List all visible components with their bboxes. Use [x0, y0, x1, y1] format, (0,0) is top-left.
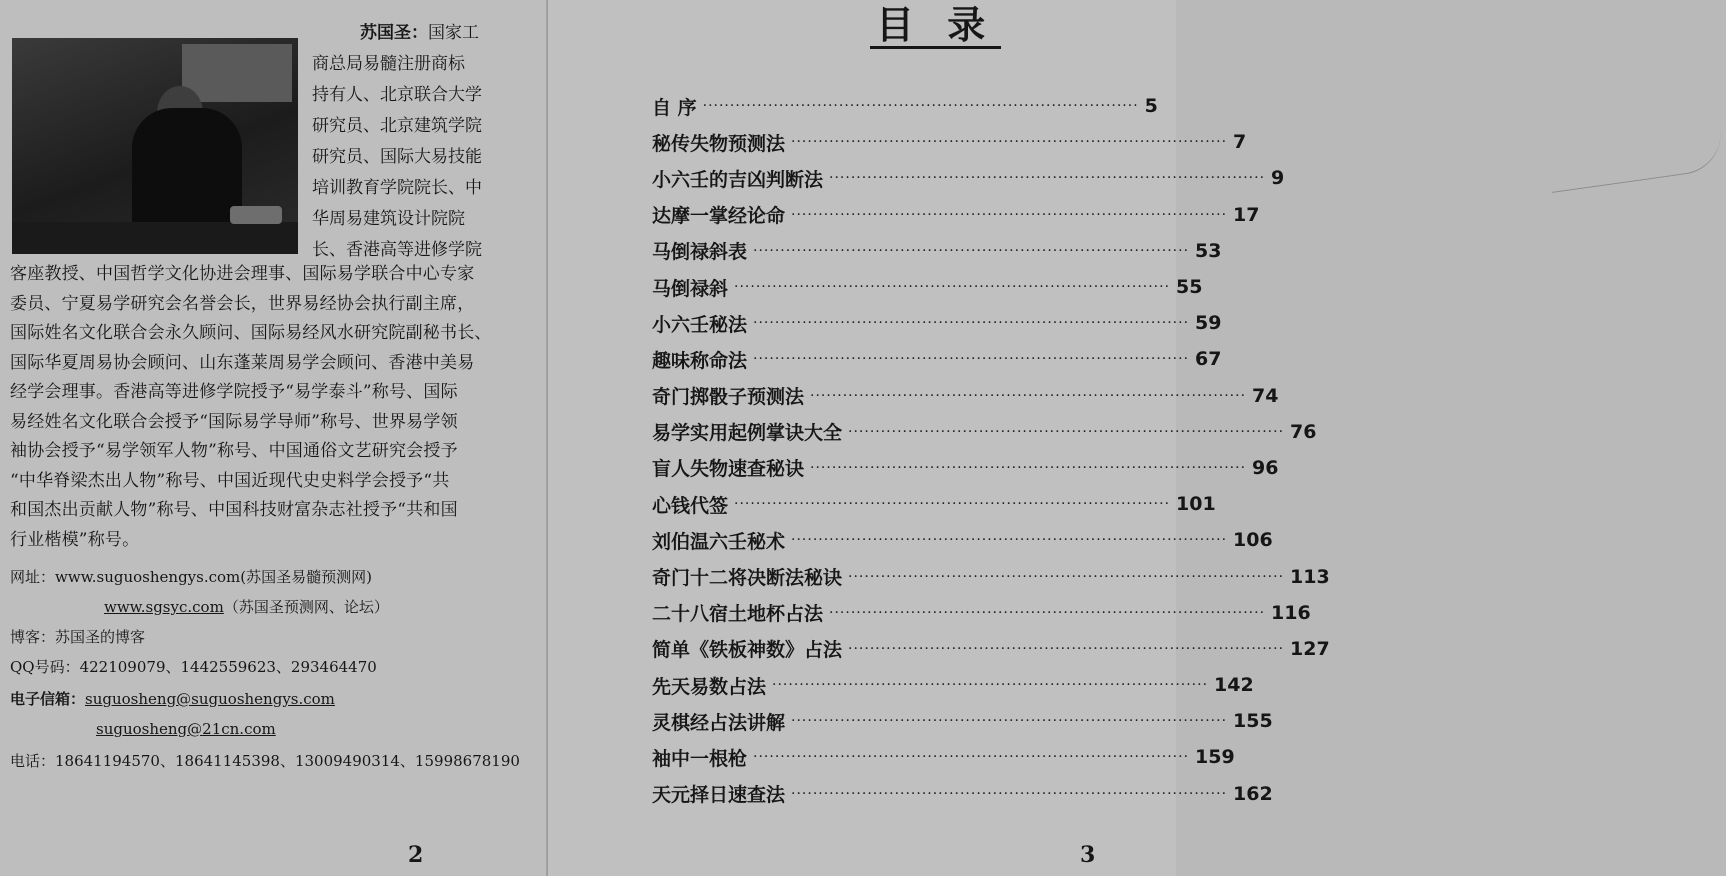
- toc-entry-title: 自 序: [652, 96, 697, 119]
- toc-leader-dots: ················································································: [753, 315, 1190, 332]
- website-line-1: [10, 566, 372, 588]
- toc-entry-title: 秘传失物预测法: [652, 132, 786, 155]
- email-link-2[interactable]: suguosheng@21cn.com: [96, 720, 276, 738]
- toc-entry[interactable]: [652, 739, 1235, 775]
- toc-entry-title: 小六壬的吉凶判断法: [652, 168, 824, 191]
- toc-leader-dots: ················································································: [848, 568, 1285, 585]
- toc-entry-page: 162: [1233, 782, 1273, 805]
- toc-entry[interactable]: [652, 305, 1222, 341]
- toc-leader-dots: ················································································: [810, 387, 1247, 404]
- toc-entry[interactable]: [652, 558, 1330, 594]
- bio-full-line: 委员、宁夏易学研究会名誉会长，世界易经协会执行副主席，: [10, 293, 475, 314]
- bio-full-line: 经学会理事。香港高等进修学院授予“易学泰斗”称号、国际: [10, 382, 458, 402]
- toc-entry-title: 小六壬秘法: [652, 313, 748, 336]
- toc-entry-title: 盲人失物速查秘诀: [652, 458, 805, 481]
- website-line-2: [104, 596, 389, 618]
- toc-entry-title: 达摩一掌经论命: [652, 205, 786, 228]
- toc-entry[interactable]: [652, 595, 1311, 631]
- toc-entry-page: 67: [1195, 348, 1222, 371]
- toc-entry-page: 17: [1233, 203, 1260, 226]
- toc-entry-page: 127: [1290, 637, 1330, 660]
- toc-entry[interactable]: [652, 631, 1330, 667]
- qq-line: QQ号码：422109079、1442559623、293464470: [10, 658, 377, 676]
- bio-full-line: 客座教授、中国哲学文化协进会理事、国际易学联合中心专家: [10, 264, 475, 284]
- toc-entry[interactable]: [652, 378, 1279, 414]
- bio-line: 培训教育学院院长、中: [312, 178, 482, 198]
- toc-entry[interactable]: [652, 341, 1222, 377]
- toc-entry-title: 天元择日速查法: [652, 784, 786, 807]
- toc-entry[interactable]: [652, 450, 1279, 486]
- toc-leader-dots: ················································································: [791, 532, 1228, 549]
- bio-full-line: 和国杰出贡献人物”称号、中国科技财富杂志社授予“共和国: [10, 500, 458, 520]
- toc-entry[interactable]: [652, 703, 1273, 739]
- toc-entry[interactable]: [652, 667, 1254, 703]
- toc-entry-page: 53: [1195, 239, 1222, 262]
- email-link-1[interactable]: suguosheng@suguoshengys.com: [85, 690, 335, 708]
- toc-entry-title: 先天易数占法: [652, 675, 767, 698]
- website-note-2: （苏国圣预测网、论坛）: [223, 598, 389, 616]
- bio-wrap-text: [312, 18, 508, 266]
- toc-entry-title: 奇门掷骰子预测法: [652, 386, 805, 409]
- toc-leader-dots: ················································································: [791, 134, 1228, 151]
- toc-leader-dots: ················································································: [772, 677, 1209, 694]
- bio-line: 研究员、国际大易技能: [312, 147, 482, 167]
- toc-leader-dots: ················································································: [753, 351, 1190, 368]
- toc-leader-dots: ················································································: [848, 423, 1285, 440]
- toc-entry[interactable]: [652, 233, 1222, 269]
- toc-entry-page: 113: [1290, 565, 1330, 588]
- toc-entry[interactable]: [652, 160, 1285, 196]
- blog-line: 博客：苏国圣的博客: [10, 628, 146, 646]
- toc-leader-dots: ················································································: [734, 279, 1171, 296]
- toc-leader-dots: ················································································: [791, 785, 1228, 802]
- toc-leader-dots: ················································································: [791, 206, 1228, 223]
- bio-line: 商总局易髓注册商标: [312, 54, 465, 74]
- toc-entry-page: 116: [1271, 601, 1311, 624]
- toc-entry-title: 刘伯温六壬秘术: [652, 530, 786, 553]
- bio-full-line: 国际华夏周易协会顾问、山东蓬莱周易学会顾问、香港中美易: [10, 352, 475, 373]
- bio-full-line: 国际姓名文化联合会永久顾问、国际易经风水研究院副秘书长、: [10, 323, 492, 343]
- bio-full-text: [10, 260, 506, 555]
- author-photo: [12, 38, 298, 254]
- toc-entry-title: 灵棋经占法讲解: [652, 711, 786, 734]
- toc-entry-title: 易学实用起例掌诀大全: [652, 422, 843, 445]
- toc-entry[interactable]: [652, 124, 1247, 160]
- toc-entry-page: 59: [1195, 312, 1222, 335]
- table-of-contents: [652, 88, 1330, 812]
- toc-leader-dots: ················································································: [829, 604, 1266, 621]
- bio-line: 研究员、北京建筑学院: [312, 116, 482, 136]
- bio-line: 长、香港高等进修学院: [312, 240, 482, 260]
- toc-entry[interactable]: [652, 414, 1317, 450]
- toc-leader-dots: ················································································: [734, 496, 1171, 513]
- bio-line: 华周易建筑设计院院: [312, 209, 465, 229]
- toc-entry-title: 二十八宿土地杯占法: [652, 603, 824, 626]
- toc-leader-dots: ················································································: [791, 713, 1228, 730]
- toc-entry-page: 106: [1233, 529, 1273, 552]
- toc-title: 目 录: [870, 4, 1001, 49]
- toc-entry[interactable]: [652, 522, 1273, 558]
- toc-entry-page: 101: [1176, 493, 1216, 516]
- toc-leader-dots: ················································································: [848, 640, 1285, 657]
- bio-line: 国家工: [428, 23, 479, 43]
- toc-entry-page: 96: [1252, 456, 1279, 479]
- bio-line: 持有人、北京联合大学: [312, 85, 482, 105]
- toc-leader-dots: ················································································: [753, 242, 1190, 259]
- website-link-1[interactable]: www.suguoshengys.com(苏国圣易髓预测网): [55, 568, 372, 586]
- toc-entry-title: 马倒禄斜表: [652, 241, 748, 264]
- toc-entry-page: 142: [1214, 674, 1254, 697]
- toc-leader-dots: ················································································: [829, 170, 1266, 187]
- toc-entry-page: 74: [1252, 384, 1279, 407]
- toc-entry-title: 袖中一根枪: [652, 747, 748, 770]
- toc-entry-title: 简单《铁板神数》占法: [652, 639, 843, 662]
- toc-leader-dots: ················································································: [753, 749, 1190, 766]
- page-number-right: 3: [1080, 842, 1096, 868]
- toc-leader-dots: ················································································: [702, 98, 1139, 115]
- email-label: 电子信箱：: [10, 690, 86, 708]
- toc-entry[interactable]: [652, 269, 1203, 305]
- bio-name: 苏国圣：: [360, 23, 428, 43]
- toc-entry[interactable]: [652, 486, 1216, 522]
- toc-entry[interactable]: [652, 88, 1158, 124]
- toc-entry-page: 9: [1271, 167, 1285, 190]
- toc-entry-page: 155: [1233, 710, 1273, 733]
- toc-entry-page: 55: [1176, 276, 1203, 299]
- bio-full-line: “中华脊梁杰出人物”称号、中国近现代史史料学会授予“共: [10, 470, 450, 491]
- toc-entry-title: 心钱代签: [652, 494, 729, 517]
- toc-entry-page: 159: [1195, 746, 1235, 769]
- bio-full-line: 行业楷模”称号。: [10, 529, 140, 550]
- toc-entry-page: 5: [1144, 95, 1158, 118]
- toc-entry-page: 7: [1233, 131, 1247, 154]
- page-crease: [1546, 128, 1726, 193]
- email-line-1: [10, 688, 335, 710]
- page-number-left: 2: [408, 842, 424, 868]
- phone-line: 电话：18641194570、18641145398、13009490314、15998678190: [10, 752, 520, 770]
- toc-entry-title: 趣味称命法: [652, 349, 748, 372]
- bio-full-line: 易经姓名文化联合会授予“国际易学导师”称号、世界易学领: [10, 411, 458, 432]
- toc-entry[interactable]: [652, 776, 1273, 812]
- website-label: 网址：: [10, 568, 56, 586]
- left-page: [0, 0, 548, 876]
- toc-entry-title: 奇门十二将决断法秘诀: [652, 567, 843, 590]
- toc-entry-title: 马倒禄斜: [652, 277, 729, 300]
- toc-leader-dots: ················································································: [810, 459, 1247, 476]
- email-line-2: [96, 718, 276, 740]
- bio-full-line: 袖协会授予“易学领军人物”称号、中国通俗文艺研究会授予: [10, 441, 458, 461]
- website-link-2[interactable]: www.sgsyc.com: [104, 598, 224, 616]
- toc-entry[interactable]: [652, 197, 1260, 233]
- toc-entry-page: 76: [1290, 420, 1317, 443]
